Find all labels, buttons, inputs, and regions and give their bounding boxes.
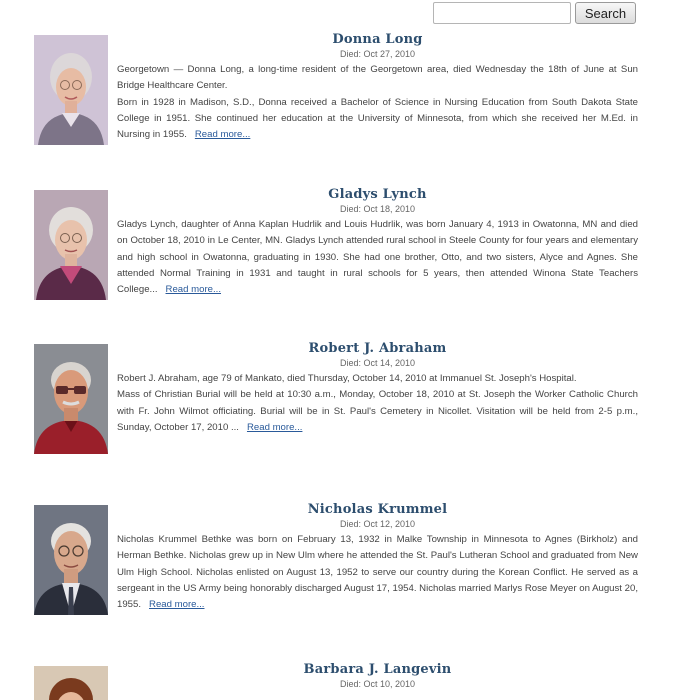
obituary-name[interactable]: Robert J. Abraham: [308, 341, 447, 356]
obituary-summary: [117, 62, 638, 143]
obituary-entry: [34, 187, 638, 305]
obituary-body: [117, 502, 638, 613]
obituary-name[interactable]: Nicholas Krummel: [307, 502, 448, 517]
search-bar: [433, 2, 636, 24]
obituary-body: [117, 662, 638, 692]
obituary-entry: [34, 662, 638, 700]
summary-paragraph: Born in 1928 in Madison, S.D., Donna received a Bachelor of Science in Nursing Education from South Dakota State College in 1951. She continued her education at the University of Minnesota, from which she received her M.Ed. in Nursing in 1955. Read more...: [117, 96, 638, 141]
read-more-link[interactable]: Read more...: [165, 284, 221, 296]
summary-paragraph: Gladys Lynch, daughter of Anna Kaplan Hudrlik and Louis Hudrlik, was born January 4, 1913 in Owatonna, MN and died on October 18, 2010 in Le Center, MN. Gladys Lynch attended rural school in Steele County for four years and elementary and high school in Owatonna, graduating in 1930. She had one brother, Otto, and two sisters, Alyce and Agnes. She attended Normal Training in 1931 and taught in rural schools for 5 years, then attended Winona State Teachers College... Read more...: [117, 219, 638, 296]
death-date: Died: Oct 10, 2010: [339, 679, 416, 689]
obituary-entry: [34, 341, 638, 459]
search-button[interactable]: Search: [575, 2, 636, 24]
portrait-photo[interactable]: [34, 35, 108, 145]
read-more-link[interactable]: Read more...: [149, 599, 205, 611]
summary-paragraph: Mass of Christian Burial will be held at 10:30 a.m., Monday, October 18, 2010 at St. Joseph the Worker Catholic Church with Fr. John Wilmot officiating. Burial will be in St. Paul's Cemetery in Nicollet. Visitation will be held from 2-5 p.m., Sunday, October 17, 2010 ... Read more...: [117, 389, 638, 433]
obituary-name[interactable]: Donna Long: [332, 32, 423, 47]
search-input[interactable]: [433, 2, 571, 24]
obituary-summary: [117, 371, 638, 436]
portrait-photo[interactable]: [34, 505, 108, 615]
obituary-summary: [117, 532, 638, 613]
portrait-photo[interactable]: [34, 344, 108, 454]
obituary-name[interactable]: Gladys Lynch: [328, 187, 427, 202]
obituary-body: [117, 32, 638, 143]
death-date: Died: Oct 14, 2010: [339, 358, 416, 368]
read-more-link[interactable]: Read more...: [194, 129, 251, 141]
obituary-entry: [34, 502, 638, 620]
death-date: Died: Oct 18, 2010: [339, 204, 416, 214]
obituary-summary: [117, 217, 638, 298]
summary-paragraph: Georgetown — Donna Long, a long-time resident of the Georgetown area, died Wednesday the 18th of June at Sun Bridge Healthcare Center.: [117, 64, 638, 92]
obituary-entry: [34, 32, 638, 150]
death-date: Died: Oct 12, 2010: [339, 519, 416, 529]
death-date: Died: Oct 27, 2010: [339, 49, 416, 59]
obituary-name[interactable]: Barbara J. Langevin: [303, 662, 452, 677]
obituary-body: [117, 341, 638, 436]
portrait-photo[interactable]: [34, 190, 108, 300]
portrait-photo[interactable]: [34, 666, 108, 700]
summary-paragraph: Robert J. Abraham, age 79 of Mankato, died Thursday, October 14, 2010 at Immanuel St. Joseph's Hospital.: [117, 373, 577, 384]
summary-paragraph: Nicholas Krummel Bethke was born on February 13, 1932 in Malke Township in Minnesota to Agnes (Birkholz) and Herman Bethke. Nicholas grew up in New Ulm where he attended the St. Paul's Lutheran School and graduated from New Ulm High School. Nicholas enlisted on August 13, 1952 to serve our country during the Korean Conflict. He served as a sergeant in the US Army being honorably discharged August 17, 1954. Nicholas married Marlys Rose Meyer on August 20, 1955. Read more...: [117, 534, 638, 611]
read-more-link[interactable]: Read more...: [246, 421, 303, 433]
obituary-body: [117, 187, 638, 298]
